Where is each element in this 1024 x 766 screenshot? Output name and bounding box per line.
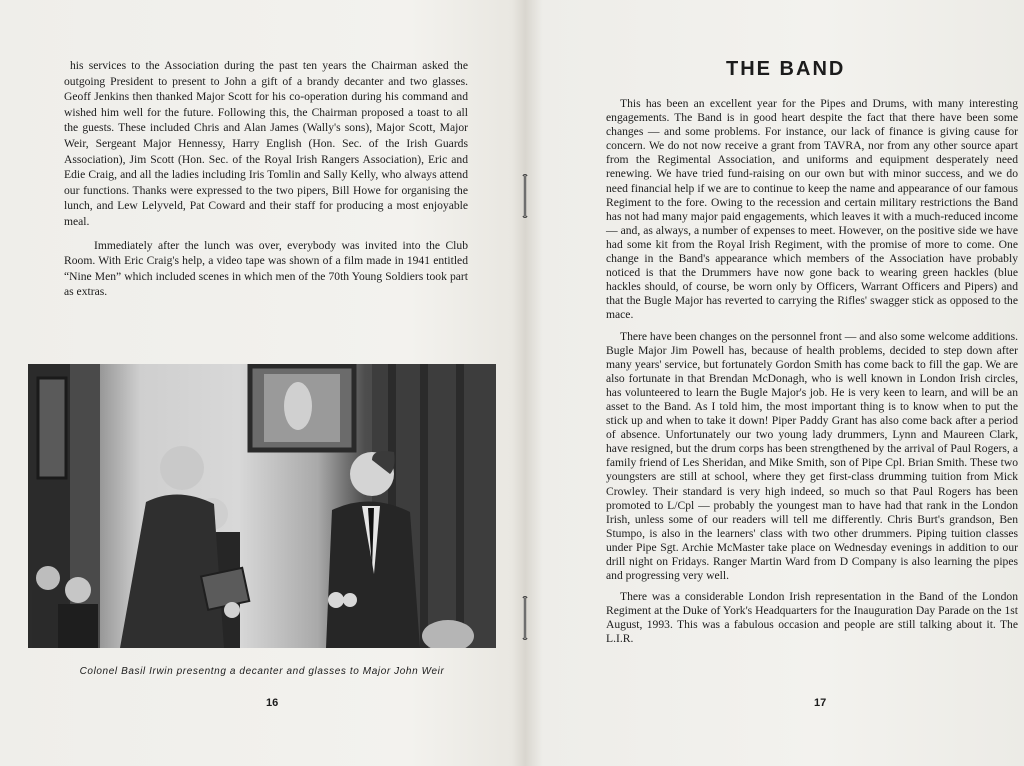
staple-bottom (520, 596, 530, 640)
photo-caption: Colonel Basil Irwin presentng a decanter and glasses to Major John Weir (79, 666, 445, 677)
left-paragraph-2: Immediately after the lunch was over, everybody was invited into the Club Room. With Eric Craig's help, a video tape was shown of a film made in 1941 entitled “Nine Men” which included scenes in which men of the 70th Young Soldiers took part as extras. (64, 238, 468, 299)
page-title: THE BAND (726, 58, 846, 80)
right-page (530, 0, 1024, 766)
staple-top (520, 174, 530, 218)
right-paragraph-3: There was a considerable London Irish representation in the Band of the London Regiment at the Duke of York's Headquarters for the Inauguration Day Parade on the 1st August, 1993. This was a fabulous occasion and people are still talking about it. The L.I.R. (606, 590, 1018, 646)
right-paragraph-1: This has been an excellent year for the Pipes and Drums, with many interesting engagements. The Band is in good heart despite the fact that there have been some changes — and some problems. For instance, our lack of finance is giving cause for concern. We do not now receive a grant from TAVRA, nor from any other source apart from the Regimental Association, and uniforms and equipment desperately need renewing. We have tried fund-raising on our own but with minor success, and we do need financial help if we are to continue to keep the name and appearance of our famous Regiment to the fore. Owing to the recession and certain military restrictions the Band has not had many major paid engagements, which leaves it with a much-reduced income — and, as always, a number of expenses to meet. However, on the positive side we have had some kit from the Royal Irish Regiment, with the promise of more to come. One change in the Band's appearance which members of the Association have probably noticed is that the Drummers have now gone back to wearing green hackles (blue hackles should, of course, be worn only by Officers, Warrant Officers and Pipers) and that the Bugle Major has reverted to carrying the Rifles' swagger stick as opposed to the mace. (606, 97, 1018, 322)
photo-illustration (28, 364, 496, 648)
page-number-left: 16 (266, 697, 279, 709)
left-paragraph-1: his services to the Association during the past ten years the Chairman asked the outgoing President to present to John a gift of a brandy decanter and two glasses. Geoff Jenkins then thanked Major Scott for his co-operation during his command and wished him well for the future. Following this, the Chairman proposed a toast to all the guests. These included Chris and Alan James (Wally's sons), Major Scott, Major Weir, Sergeant Major Hennessy, Harry English (Hon. Sec. of the Irish Guards Association), Jim Scott (Hon. Sec. of the Royal Irish Rangers Association), Eric and Edie Craig, and all the ladies including Iris Tomlin and Sally Kelly, who always attend our functions. Thanks were expressed to the two pipers, Bill Howe for organising the lunch, and Lew Lelyveld, Pat Coward and their staff for producing a most enjoyable meal. (64, 59, 468, 228)
right-paragraph-2: There have been changes on the personnel front — and also some welcome additions. Bugle Major Jim Powell has, because of health problems, decided to step down after many years' service, but fortunately Gordon Smith has come back to fill the gap. We are also fortunate in that Brendan McDonagh, who is well known in London Irish circles, has volunteered to learn the Bugle Major's job. He is very keen to learn, and will be an asset to the Band. As I told him, the most important thing is to know when to put the stick up and when to take it down! Piper Paddy Grant has also come back after a period of absence. Unfortunately our two young lady drummers, Lynn and Maureen Clark, have resigned, but the drum corps has been strengthened by the arrival of Paul Rogers, a family friend of Les Sheridan, and Mike Smith, son of Pipe Cpl. Brian Smith. These two youngsters are still at school, where they get first-class drumming tuition from Mick Crowley. Their standard is very high indeed, so much so that Paul Rogers has been promoted to L/Cpl — probably the youngest man to have had that rank in the London Irish, unless some of our readers will tell me differently. Chris Burt's grandson, Ben Stumpo, is also in the learners' class with two other drummers. Piping tuition classes under Pipe Sgt. Archie McMaster take place on Wednesday evenings in addition to our drill night on Fridays. Ranger Martin Ward from D Company is also learning the pipes and progressing very well. (606, 329, 1018, 583)
presentation-photo (28, 364, 496, 648)
left-page-text (64, 58, 468, 308)
right-page-text (606, 97, 1018, 654)
page-number-right: 17 (814, 697, 827, 709)
